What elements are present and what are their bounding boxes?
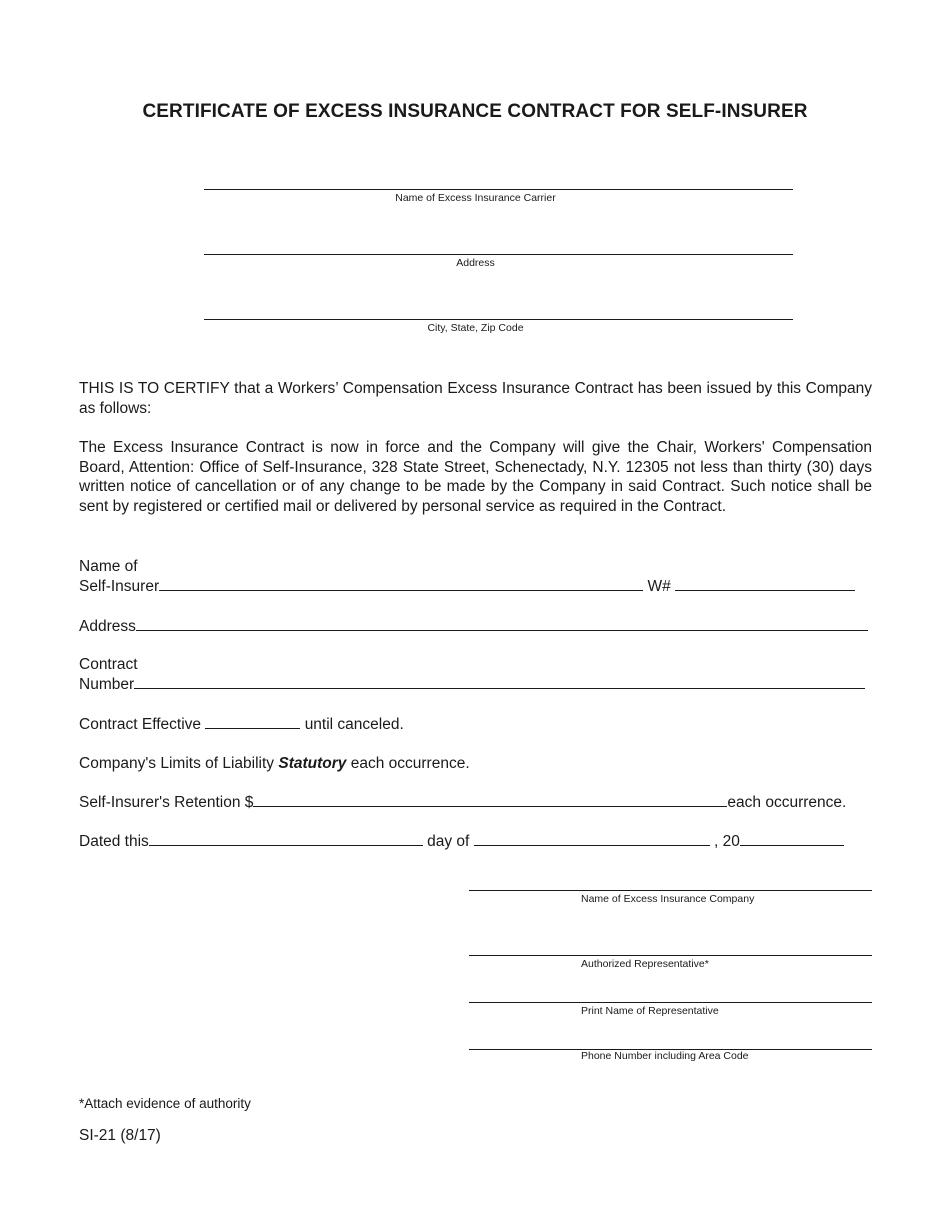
day-of-label: day of — [427, 833, 470, 850]
contract-number-field[interactable] — [134, 675, 865, 689]
notice-paragraph: The Excess Insurance Contract is now in force and the Company will give the Chair, Workers' Compensation Board, Attention: Office of Self-Insurance, 328 State Street, Schenectady, N.Y. 12305 not less than thirty (30) days written notice of cancellation or of any change to be made by the Company in said Contract. Such notice shall be sent by registered or certified mail or delivered by personal service as required in the Contract. — [79, 439, 872, 515]
dated-this-label: Dated this — [79, 833, 149, 850]
carrier-name-line[interactable] — [204, 189, 793, 190]
limits-statutory: Statutory — [278, 755, 347, 772]
dated-day-field[interactable] — [149, 832, 423, 846]
contract-label: Contract — [79, 656, 138, 673]
retention-suffix: each occurrence. — [727, 794, 847, 811]
certify-paragraph: THIS IS TO CERTIFY that a Workers’ Compensation Excess Insurance Contract has been issued by this Company as follows: — [79, 380, 872, 417]
contract-effective-row — [79, 715, 404, 735]
company-caption: Name of Excess Insurance Company — [581, 893, 755, 905]
address-field[interactable] — [136, 617, 868, 631]
address-label: Address — [79, 618, 136, 635]
retention-field[interactable] — [253, 793, 727, 807]
dated-row — [79, 832, 844, 852]
dated-month-field[interactable] — [474, 832, 710, 846]
w-number-label: W# — [647, 578, 671, 595]
contract-effective-field[interactable] — [205, 715, 300, 729]
limits-prefix: Company's Limits of Liability — [79, 755, 275, 772]
address-row — [79, 617, 868, 637]
footnote: *Attach evidence of authority — [79, 1096, 251, 1111]
carrier-city-caption: City, State, Zip Code — [427, 322, 524, 334]
limits-row — [79, 754, 470, 774]
rep-caption: Authorized Representative* — [581, 958, 709, 970]
retention-row — [79, 793, 846, 813]
w-number-field[interactable] — [675, 577, 855, 591]
company-signature-line[interactable] — [469, 890, 872, 891]
name-of-label: Name of — [79, 558, 138, 575]
contract-effective-label: Contract Effective — [79, 716, 202, 733]
limits-suffix: each occurrence. — [350, 755, 470, 772]
carrier-city-line[interactable] — [204, 319, 793, 320]
rep-signature-line[interactable] — [469, 955, 872, 956]
self-insurer-label: Self-Insurer — [79, 578, 160, 595]
dated-year-field[interactable] — [740, 832, 844, 846]
form-title: CERTIFICATE OF EXCESS INSURANCE CONTRACT FOR SELF-INSURER — [142, 101, 808, 122]
year-prefix: , 20 — [713, 833, 740, 850]
carrier-name-caption: Name of Excess Insurance Carrier — [395, 192, 556, 204]
number-label: Number — [79, 676, 135, 693]
print-caption: Print Name of Representative — [581, 1005, 719, 1017]
carrier-address-caption: Address — [456, 257, 495, 269]
phone-caption: Phone Number including Area Code — [581, 1050, 749, 1062]
self-insurer-field[interactable] — [159, 577, 643, 591]
print-name-line[interactable] — [469, 1002, 872, 1003]
carrier-address-line[interactable] — [204, 254, 793, 255]
form-id: SI-21 (8/17) — [79, 1127, 161, 1144]
retention-label: Self-Insurer's Retention $ — [79, 794, 254, 811]
contract-number-row — [79, 675, 865, 695]
self-insurer-row — [79, 577, 855, 597]
until-canceled-label: until canceled. — [304, 716, 404, 733]
